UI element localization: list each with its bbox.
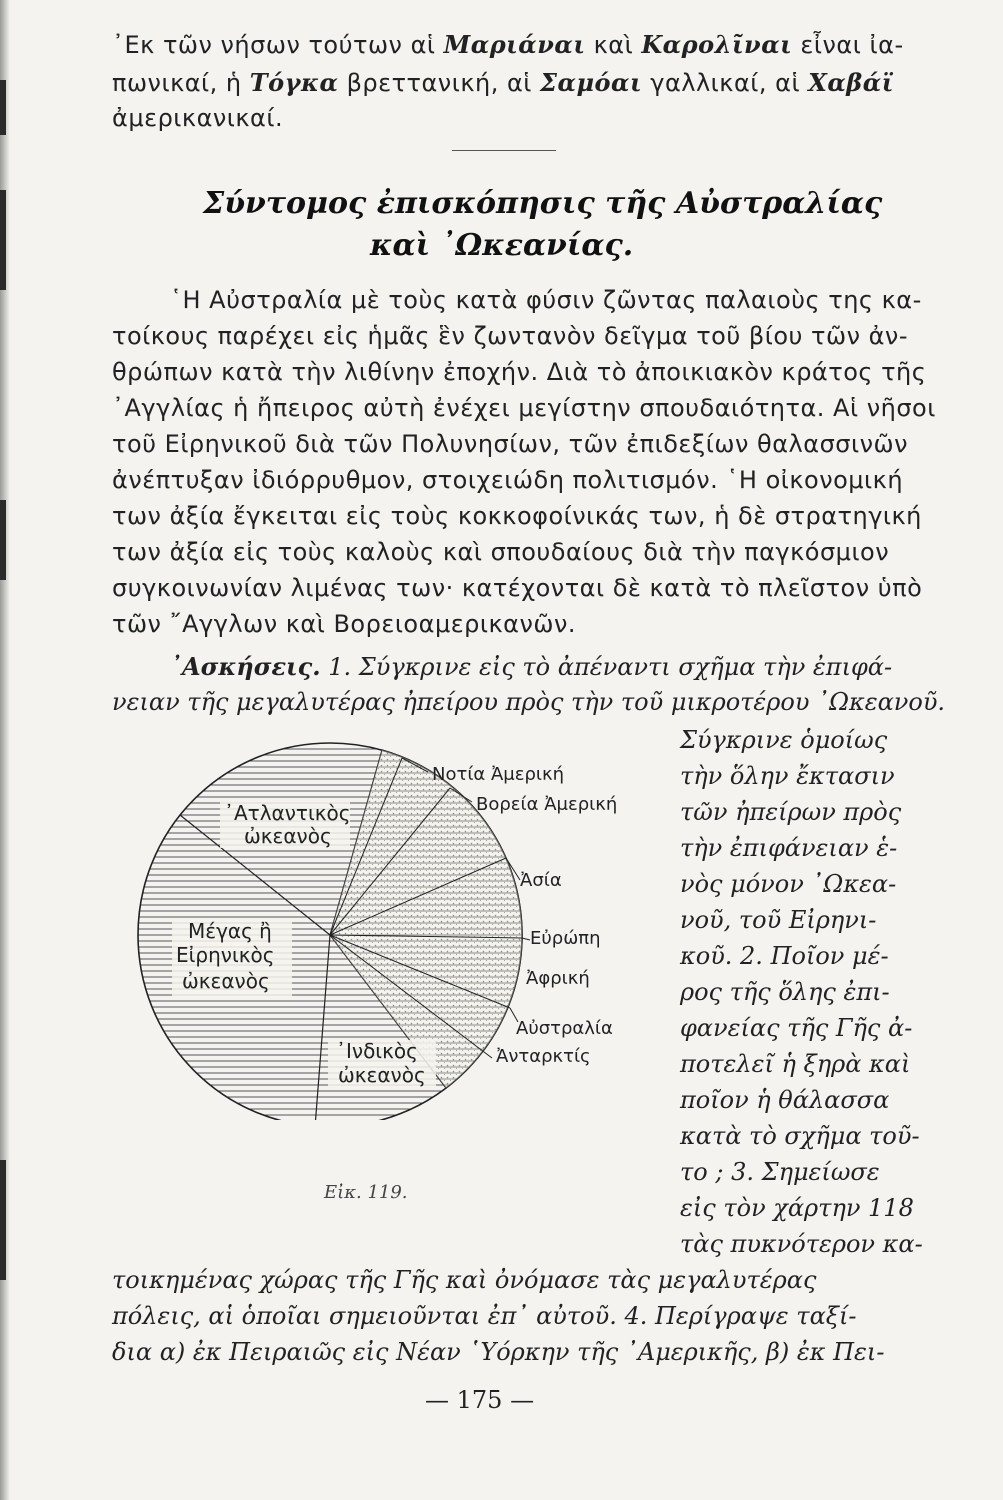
intro-line-1 [112, 30, 904, 59]
side-text-line: τὰς πυκνότερον κα- [680, 1230, 923, 1258]
section-heading-line-2: καὶ ᾿Ωκεανίας. [370, 228, 634, 263]
intro-text: εἶναι ἰα- [792, 31, 904, 59]
side-text-line: νοῦ, τοῦ Εἰρηνι- [680, 906, 877, 934]
section-heading-line-1: Σύντομος ἐπισκόπησις τῆς Αὐστραλίας [203, 186, 883, 221]
page-number: — 175 — [425, 1386, 535, 1414]
paragraph-line: των ἀξία ἔγκειται εἰς τοὺς κοκκοφοίνικάς των, ἡ δὲ στρατηγική [112, 502, 922, 530]
label-africa: Ἀφρική [526, 968, 590, 989]
paragraph-line: συγκοινωνίαν λιμένας των· κατέχονται δὲ κατὰ τὸ πλεῖστον ὑπὸ [112, 574, 923, 602]
leader-line [522, 938, 530, 940]
side-text-line: ποτελεῖ ἡ ξηρὰ καὶ [680, 1050, 911, 1078]
figure-caption: Εἰκ. 119. [324, 1182, 408, 1203]
intro-text: ᾿Εκ τῶν νήσων τούτων αἱ [112, 31, 444, 59]
scan-edge-mark [0, 80, 6, 135]
side-text-line: τῶν ἠπείρων πρὸς [680, 798, 902, 826]
label-antarctica: Ἀνταρκτίς [496, 1046, 591, 1067]
side-text-line: τὴν ἐπιφάνειαν ἑ- [680, 834, 898, 862]
side-text-line: ρος τῆς ὅλης ἐπι- [680, 978, 890, 1006]
island-havai: Χαβάϊ [808, 68, 894, 97]
island-karolinai: Καρολῖναι [641, 30, 793, 59]
exercises-label: ᾿Ασκήσεις. [170, 652, 321, 681]
island-marianai: Μαριάναι [443, 30, 586, 59]
label-atlantic-ocean: ὠκεανὸς [244, 824, 332, 848]
earth-surface-pie-diagram [110, 740, 680, 1120]
paragraph-line: τῶν ῎Αγγλων καὶ Βορειοαμερικανῶν. [112, 610, 577, 638]
label-south-america: Νοτία Ἀμερική [432, 764, 565, 785]
bottom-text-line: τοικημένας χώρας τῆς Γῆς καὶ ὀνόμασε τὰς μεγαλυτέρας [112, 1266, 817, 1294]
label-pacific-ocean: Μέγας ἢ [188, 919, 272, 943]
side-text-line: κατὰ τὸ σχῆμα τοῦ- [680, 1122, 920, 1150]
exercises-text: 1. Σύγκρινε εἰς τὸ ἀπέναντι σχῆμα τὴν ἐπιφά- [320, 653, 893, 681]
exercises-line-2: νειαν τῆς μεγαλυτέρας ἠπείρου πρὸς τὴν τοῦ μικροτέρου ᾿Ωκεανοῦ. [112, 688, 946, 716]
paragraph-line: θρώπων κατὰ τὴν λιθίνην ἐποχήν. Διὰ τὸ ἀποικιακὸν κράτος τῆς [112, 358, 927, 386]
label-europe: Εὐρώπη [530, 928, 601, 949]
side-text-line: Σύγκρινε ὁμοίως [680, 726, 888, 754]
leader-line [484, 1052, 492, 1058]
intro-text: πωνικαί, ἡ [112, 69, 250, 97]
label-asia: Ἀσία [520, 870, 562, 891]
label-atlantic-ocean: ᾿Ατλαντικὸς [224, 801, 351, 825]
paragraph-line: ῾Η Αὐστραλία μὲ τοὺς κατὰ φύσιν ζῶντας παλαιοὺς της κα- [170, 286, 922, 314]
intro-text: γαλλικαί, αἱ [642, 69, 809, 97]
section-divider [452, 150, 556, 151]
paragraph-line: τοίκους παρέχει εἰς ἡμᾶς ἓν ζωντανὸν δεῖγμα τοῦ βίου τῶν ἀν- [112, 322, 908, 350]
label-pacific-ocean: ὠκεανὸς [182, 969, 270, 993]
paragraph-line: ᾿Αγγλίας ἡ ἤπειρος αὐτὴ ἐνέχει μεγίστην σπουδαιότητα. Αἱ νῆσοι [112, 394, 936, 422]
label-pacific-ocean: Εἰρηνικὸς [176, 943, 275, 967]
side-text-line: κοῦ. 2. Ποῖον μέ- [680, 942, 889, 970]
intro-line-2 [112, 68, 894, 97]
island-tonga: Τόγκα [249, 68, 339, 97]
label-indian-ocean: ᾿Ινδικὸς [336, 1039, 418, 1063]
scan-edge-mark [0, 190, 6, 290]
intro-line-3: ἀμερικανικαί. [112, 104, 284, 132]
side-text-line: εἰς τὸν χάρτην 118 [680, 1194, 914, 1222]
side-text-line: ποῖον ἡ θάλασσα [680, 1086, 890, 1114]
intro-text: βρεττανική, αἱ [338, 69, 541, 97]
exercises-line-1 [170, 652, 892, 681]
paragraph-line: ἀνέπτυξαν ἰδιόρρυθμον, στοιχειώδη πολιτισμόν. ῾Η οἰκονομική [112, 466, 904, 494]
island-samoai: Σαμόαι [540, 68, 643, 97]
side-text-line: το ; 3. Σημείωσε [680, 1158, 880, 1186]
scan-edge-mark [0, 1160, 6, 1280]
scan-edge-mark [0, 500, 6, 580]
label-australia: Αὐστραλία [516, 1018, 613, 1039]
bottom-text-line: δια α) ἐκ Πειραιῶς εἰς Νέαν ῾Υόρκην τῆς ᾿Αμερικῆς, β) ἐκ Πει- [112, 1338, 885, 1366]
label-indian-ocean: ὠκεανὸς [338, 1063, 426, 1087]
paragraph-line: τοῦ Εἰρηνικοῦ διὰ τῶν Πολυνησίων, τῶν ἐπιδεξίων θαλασσινῶν [112, 430, 909, 458]
intro-text: καὶ [585, 31, 642, 59]
paragraph-line: των ἀξία εἰς τοὺς καλοὺς καὶ σπουδαίους διὰ τὴν παγκόσμιον [112, 538, 890, 566]
bottom-text-line: πόλεις, αἱ ὁποῖαι σημειοῦνται ἐπ᾿ αὐτοῦ. 4. Περίγραψε ταξί- [112, 1302, 857, 1330]
side-text-line: τὴν ὅλην ἔκτασιν [680, 762, 895, 790]
side-text-line: νὸς μόνον ᾿Ωκεα- [680, 870, 897, 898]
side-text-line: φανείας τῆς Γῆς ἀ- [680, 1014, 913, 1042]
label-north-america: Βορεία Ἀμερική [476, 794, 618, 815]
